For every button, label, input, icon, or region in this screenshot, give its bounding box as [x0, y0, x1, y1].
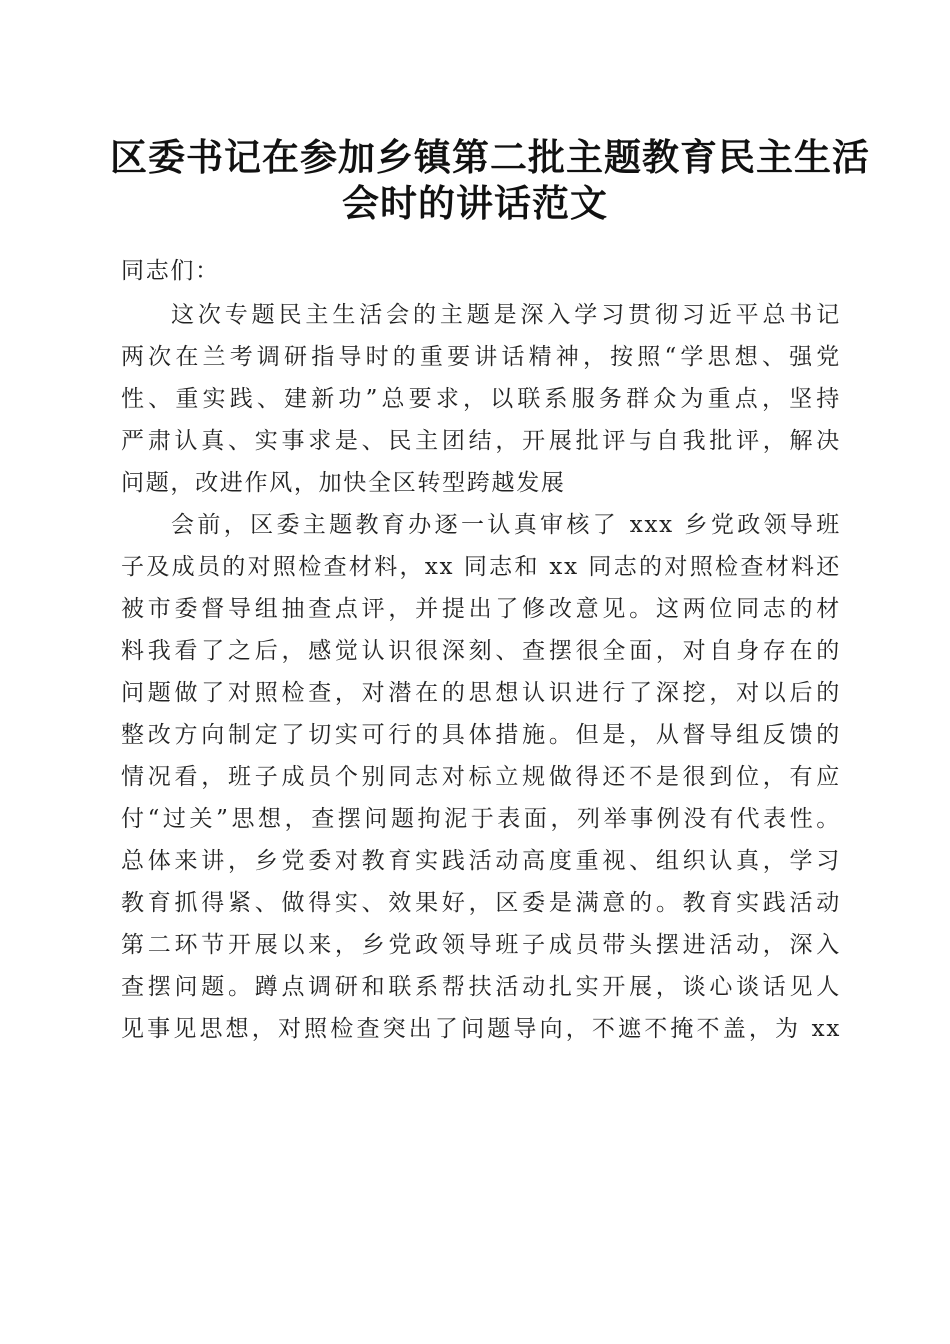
paragraph-line: 问题，改进作风，加快全区转型跨越发展	[121, 470, 566, 496]
paragraph-line: 料我看了之后，感觉认识很深刻、查摆很全面，对自身存在的	[121, 638, 841, 664]
title-line-2: 会时的讲话范文	[342, 181, 608, 225]
paragraph-line: 性、重实践、建新功”总要求，以联系服务群众为重点，坚持	[121, 386, 841, 412]
paragraph-line: 总体来讲，乡党委对教育实践活动高度重视、组织认真，学习	[121, 848, 841, 874]
paragraph-line: 被市委督导组抽查点评，并提出了修改意见。这两位同志的材	[121, 596, 841, 622]
title-line-1: 区委书记在参加乡镇第二批主题教育民主生活	[110, 135, 870, 179]
paragraph-line: 见事见思想，对照检查突出了问题导向，不遮不掩不盖，为 xx	[121, 1016, 841, 1042]
greeting: 同志们：	[121, 258, 220, 284]
paragraph-line: 子及成员的对照检查材料，xx 同志和 xx 同志的对照检查材料还	[121, 554, 841, 580]
paragraph-1	[121, 294, 841, 504]
paragraph-2	[121, 504, 841, 1050]
paragraph-line: 情况看，班子成员个别同志对标立规做得还不是很到位，有应	[121, 764, 841, 790]
paragraph-line: 查摆问题。蹲点调研和联系帮扶活动扎实开展，谈心谈话见人	[121, 974, 841, 1000]
document-title	[110, 134, 870, 226]
paragraph-line: 付“过关”思想，查摆问题拘泥于表面，列举事例没有代表性。	[121, 806, 841, 832]
document-body	[121, 250, 841, 1050]
paragraph-line: 会前，区委主题教育办逐一认真审核了 xxx 乡党政领导班	[171, 512, 841, 538]
paragraph-line: 问题做了对照检查，对潜在的思想认识进行了深挖，对以后的	[121, 680, 841, 706]
paragraph-line: 严肃认真、实事求是、民主团结，开展批评与自我批评，解决	[121, 428, 841, 454]
paragraph-line: 整改方向制定了切实可行的具体措施。但是，从督导组反馈的	[121, 722, 841, 748]
paragraph-line: 教育抓得紧、做得实、效果好，区委是满意的。教育实践活动	[121, 890, 841, 916]
paragraph-line: 两次在兰考调研指导时的重要讲话精神，按照“学思想、强党	[121, 344, 841, 370]
paragraph-line: 第二环节开展以来，乡党政领导班子成员带头摆进活动，深入	[121, 932, 841, 958]
paragraph-line: 这次专题民主生活会的主题是深入学习贯彻习近平总书记	[171, 302, 841, 328]
